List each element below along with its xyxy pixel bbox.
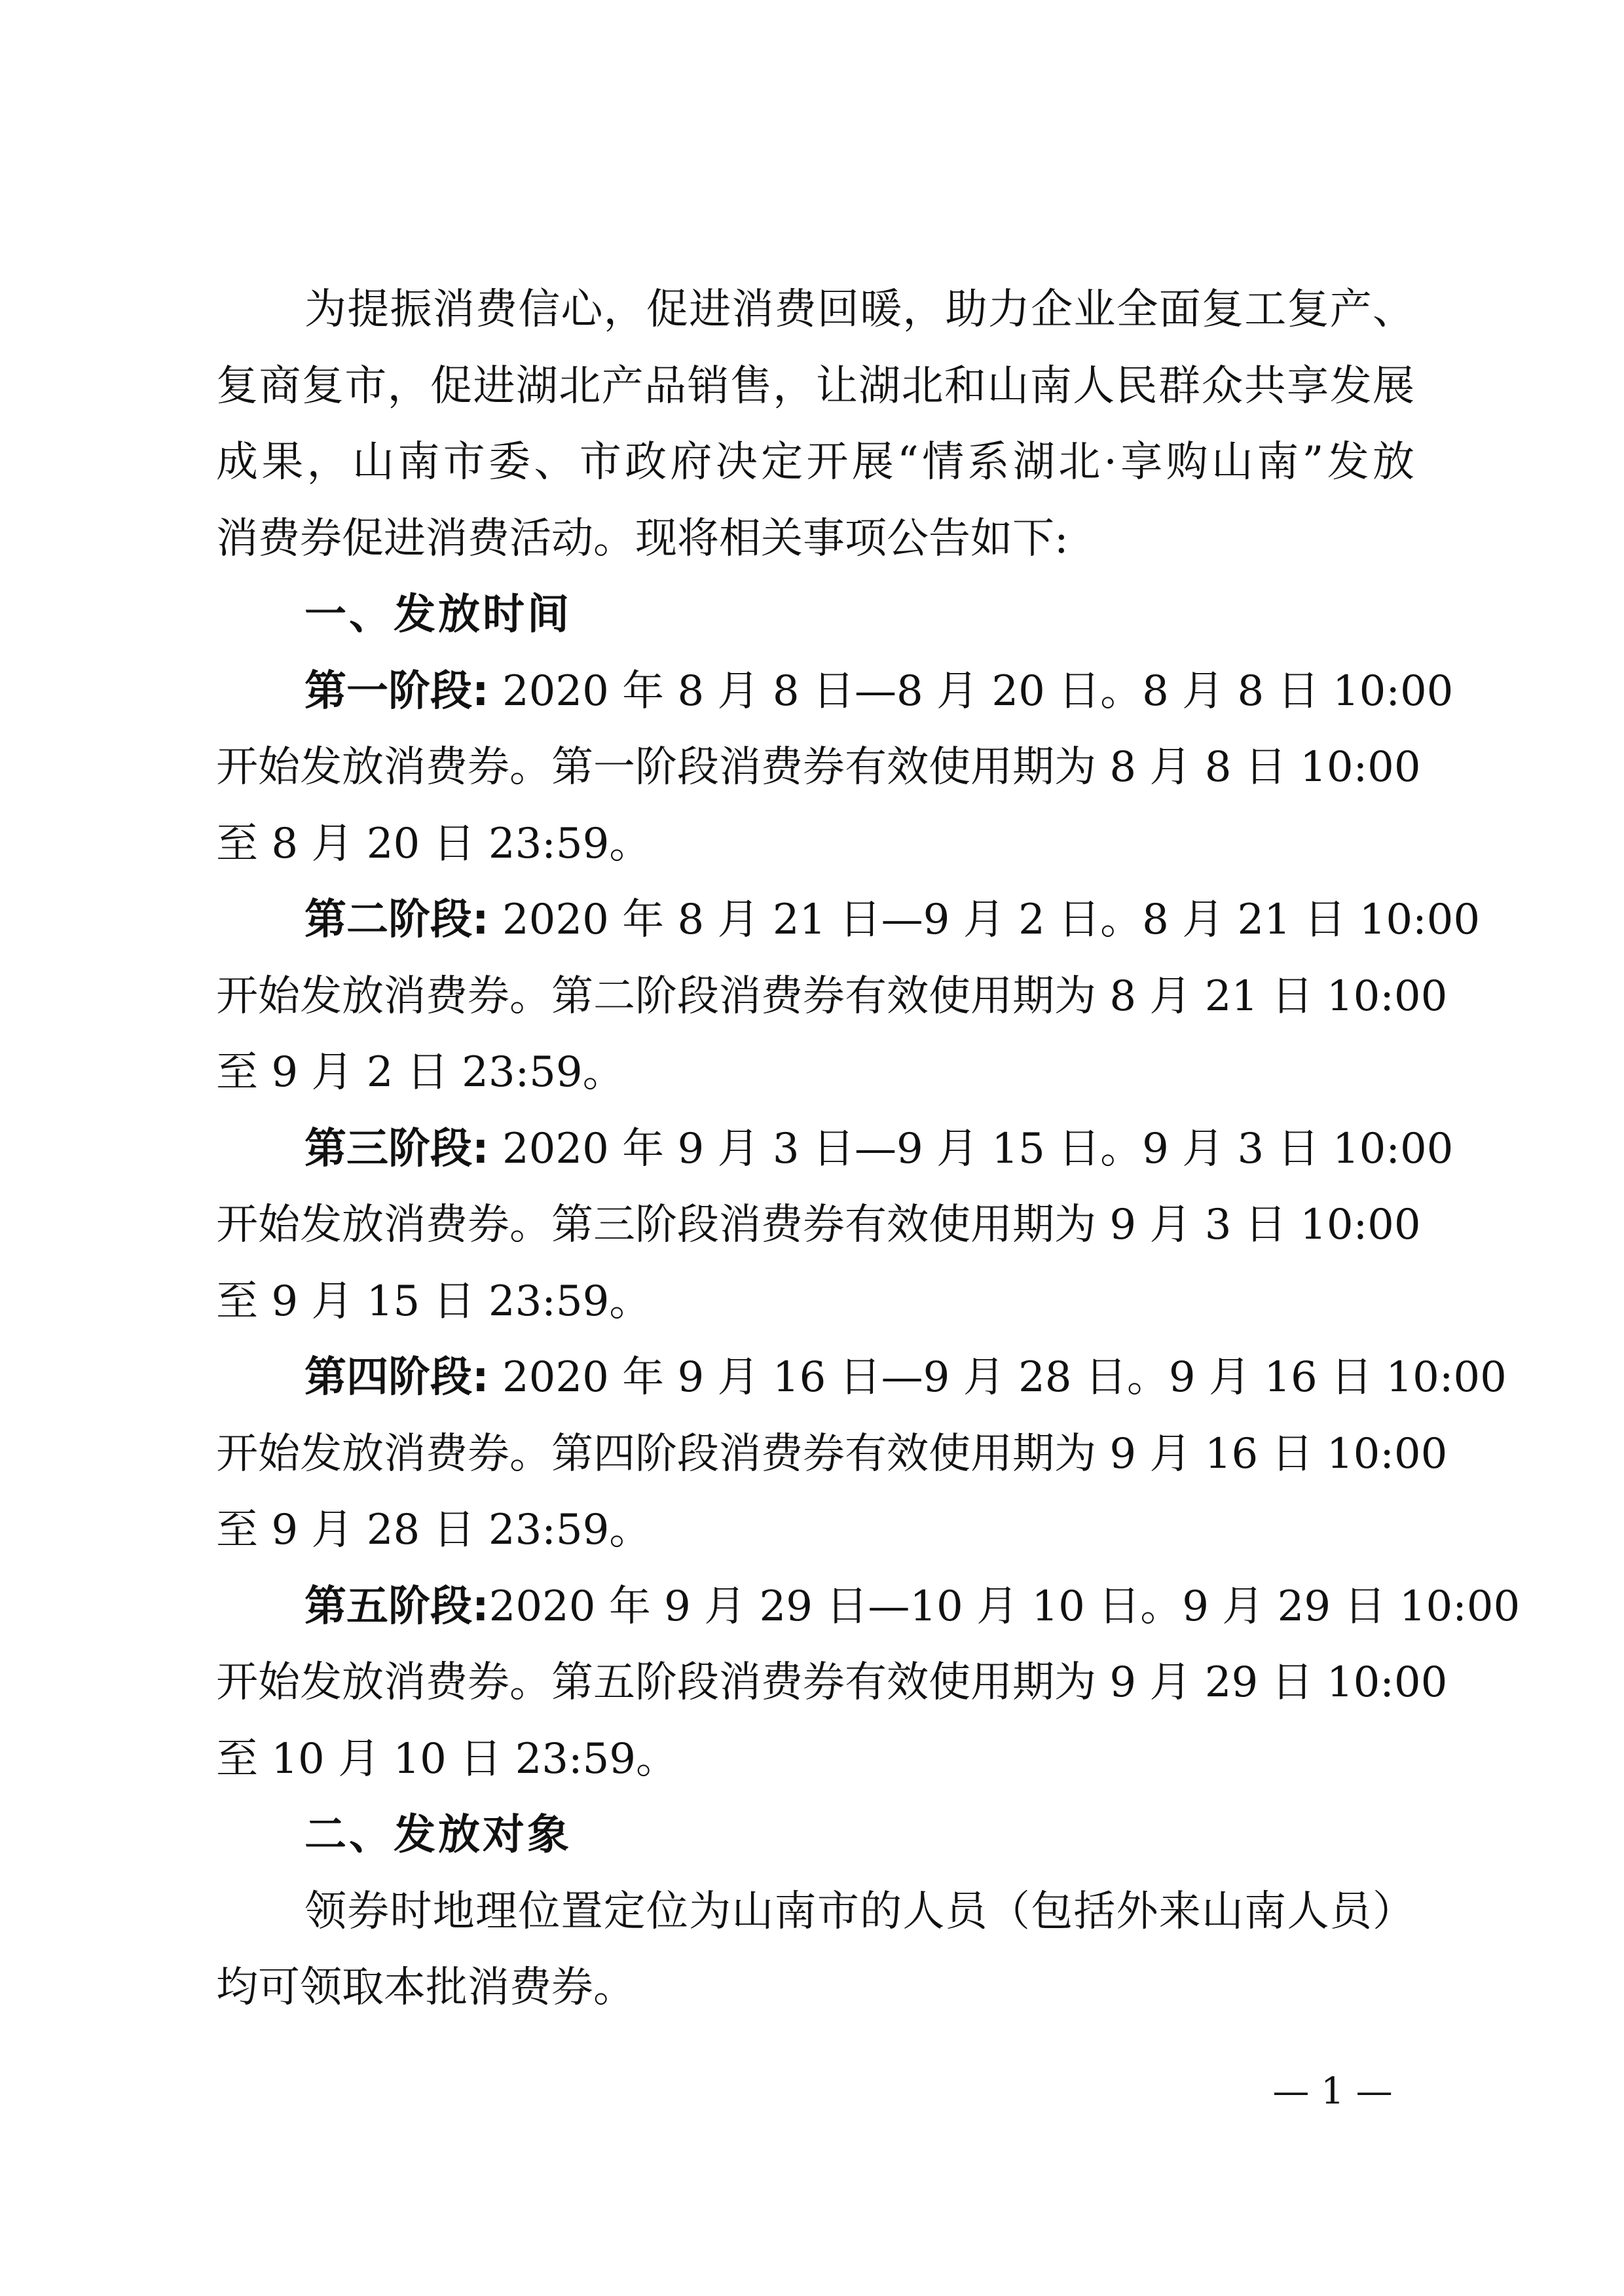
stage-5-line-1 bbox=[216, 1569, 1521, 1645]
stage-1-line-3: 至 8 月 20 日 23:59。 bbox=[216, 819, 652, 868]
stage-5-label: 第五阶段: bbox=[304, 1582, 489, 1631]
stage-4-line-2: 开始发放消费券。第四阶段消费券有效使用期为 9 月 16 日 10:00 bbox=[216, 1429, 1448, 1478]
document-body bbox=[216, 272, 1521, 2026]
stage-1-line-1 bbox=[216, 653, 1454, 730]
stage-5-line-2: 开始发放消费券。第五阶段消费券有效使用期为 9 月 29 日 10:00 bbox=[216, 1658, 1448, 1707]
stage-5-dates: 2020 年 9 月 29 日—10 月 10 日。9 月 29 日 10:00 bbox=[489, 1582, 1521, 1631]
stage-2-line-1 bbox=[216, 882, 1481, 958]
stage-1-dates: 2020 年 8 月 8 日—8 月 20 日。8 月 8 日 10:00 bbox=[489, 666, 1454, 716]
intro-line-1: 为提振消费信心，促进消费回暖，助力企业全面复工复产、 bbox=[304, 285, 1414, 334]
page-number: — 1 — bbox=[1272, 2070, 1393, 2113]
section-2-line-2: 均可领取本批消费券。 bbox=[216, 1963, 635, 2012]
stage-2-line-2: 开始发放消费券。第二阶段消费券有效使用期为 8 月 21 日 10:00 bbox=[216, 972, 1448, 1021]
stage-1-label: 第一阶段: bbox=[304, 666, 489, 716]
stage-2-label: 第二阶段: bbox=[304, 896, 489, 944]
intro-line-3: 成果，山南市委、市政府决定开展“情系湖北·享购山南”发放 bbox=[216, 438, 1414, 486]
stage-2-dates: 2020 年 8 月 21 日—9 月 2 日。8 月 21 日 10:00 bbox=[489, 896, 1481, 944]
section-1-heading: 一、发放时间 bbox=[304, 591, 572, 639]
stage-3-label: 第三阶段: bbox=[304, 1124, 489, 1173]
stage-4-line-3: 至 9 月 28 日 23:59。 bbox=[216, 1506, 652, 1554]
stage-4-label: 第四阶段: bbox=[304, 1353, 489, 1402]
stage-3-dates: 2020 年 9 月 3 日—9 月 15 日。9 月 3 日 10:00 bbox=[489, 1124, 1454, 1173]
stage-5-line-3: 至 10 月 10 日 23:59。 bbox=[216, 1734, 678, 1783]
stage-4-line-1 bbox=[216, 1339, 1507, 1416]
intro-line-2: 复商复市，促进湖北产品销售，让湖北和山南人民群众共享发展 bbox=[216, 361, 1414, 410]
stage-3-line-3: 至 9 月 15 日 23:59。 bbox=[216, 1277, 652, 1326]
intro-line-4: 消费券促进消费活动。现将相关事项公告如下: bbox=[216, 514, 1069, 563]
stage-4-dates: 2020 年 9 月 16 日—9 月 28 日。9 月 16 日 10:00 bbox=[489, 1353, 1507, 1402]
stage-3-line-1 bbox=[216, 1111, 1454, 1188]
section-2-heading: 二、发放对象 bbox=[304, 1811, 572, 1859]
section-2-line-1: 领券时地理位置定位为山南市的人员（包括外来山南人员） bbox=[304, 1887, 1414, 1936]
stage-3-line-2: 开始发放消费券。第三阶段消费券有效使用期为 9 月 3 日 10:00 bbox=[216, 1201, 1421, 1249]
stage-2-line-3: 至 9 月 2 日 23:59。 bbox=[216, 1048, 625, 1097]
stage-1-line-2: 开始发放消费券。第一阶段消费券有效使用期为 8 月 8 日 10:00 bbox=[216, 743, 1421, 792]
